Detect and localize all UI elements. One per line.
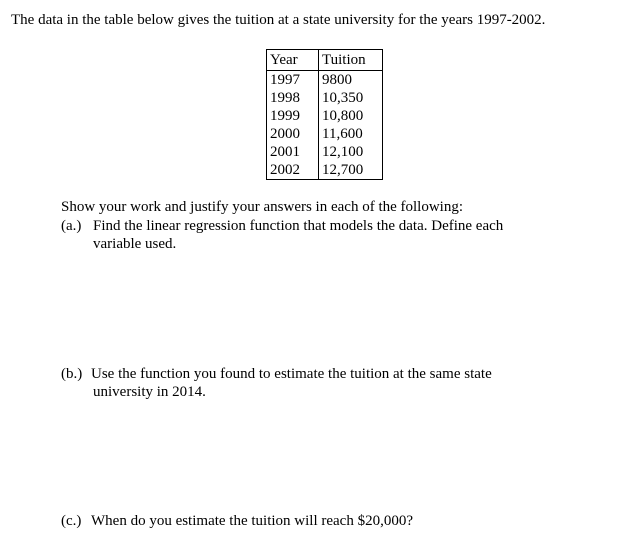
header-year: Year — [267, 50, 319, 71]
year-cell: 2002 — [267, 161, 319, 180]
question-a — [61, 217, 551, 253]
table-row — [267, 107, 383, 125]
question-text: Use the function you found to estimate the tuition at the same state — [91, 366, 492, 382]
tuition-cell: 12,700 — [322, 162, 364, 178]
tuition-cell: 11,600 — [322, 126, 363, 142]
year-cell: 1997 — [267, 71, 319, 90]
question-marker: (a.) — [61, 218, 82, 234]
question-marker: (b.) — [61, 366, 83, 382]
table-row — [267, 71, 383, 90]
tuition-cell: 12,100 — [322, 144, 364, 160]
question-b — [61, 365, 551, 401]
question-marker: (c.) — [61, 513, 82, 529]
header-tuition: Tuition — [319, 50, 383, 71]
question-text-continued: university in 2014. — [93, 384, 206, 400]
table-row — [267, 161, 383, 180]
tuition-cell: 9800 — [322, 72, 352, 88]
intro-text: The data in the table below gives the tuition at a state university for the years 1997-2002. — [11, 12, 546, 28]
instructions-text: Show your work and justify your answers in each of the following: — [61, 199, 464, 215]
table-row — [267, 89, 383, 107]
question-text: Find the linear regression function that models the data. Define each — [93, 218, 504, 234]
tuition-table — [266, 49, 383, 180]
question-text-continued: variable used. — [93, 236, 177, 252]
tuition-cell: 10,800 — [322, 108, 364, 124]
question-text: When do you estimate the tuition will reach $20,000? — [91, 513, 414, 529]
question-c — [61, 512, 551, 530]
tuition-cell: 10,350 — [322, 90, 364, 106]
table-row — [267, 143, 383, 161]
year-cell: 1999 — [267, 107, 319, 125]
year-cell: 2000 — [267, 125, 319, 143]
table-row — [267, 125, 383, 143]
year-cell: 2001 — [267, 143, 319, 161]
year-cell: 1998 — [267, 89, 319, 107]
table-header-row — [267, 50, 383, 71]
